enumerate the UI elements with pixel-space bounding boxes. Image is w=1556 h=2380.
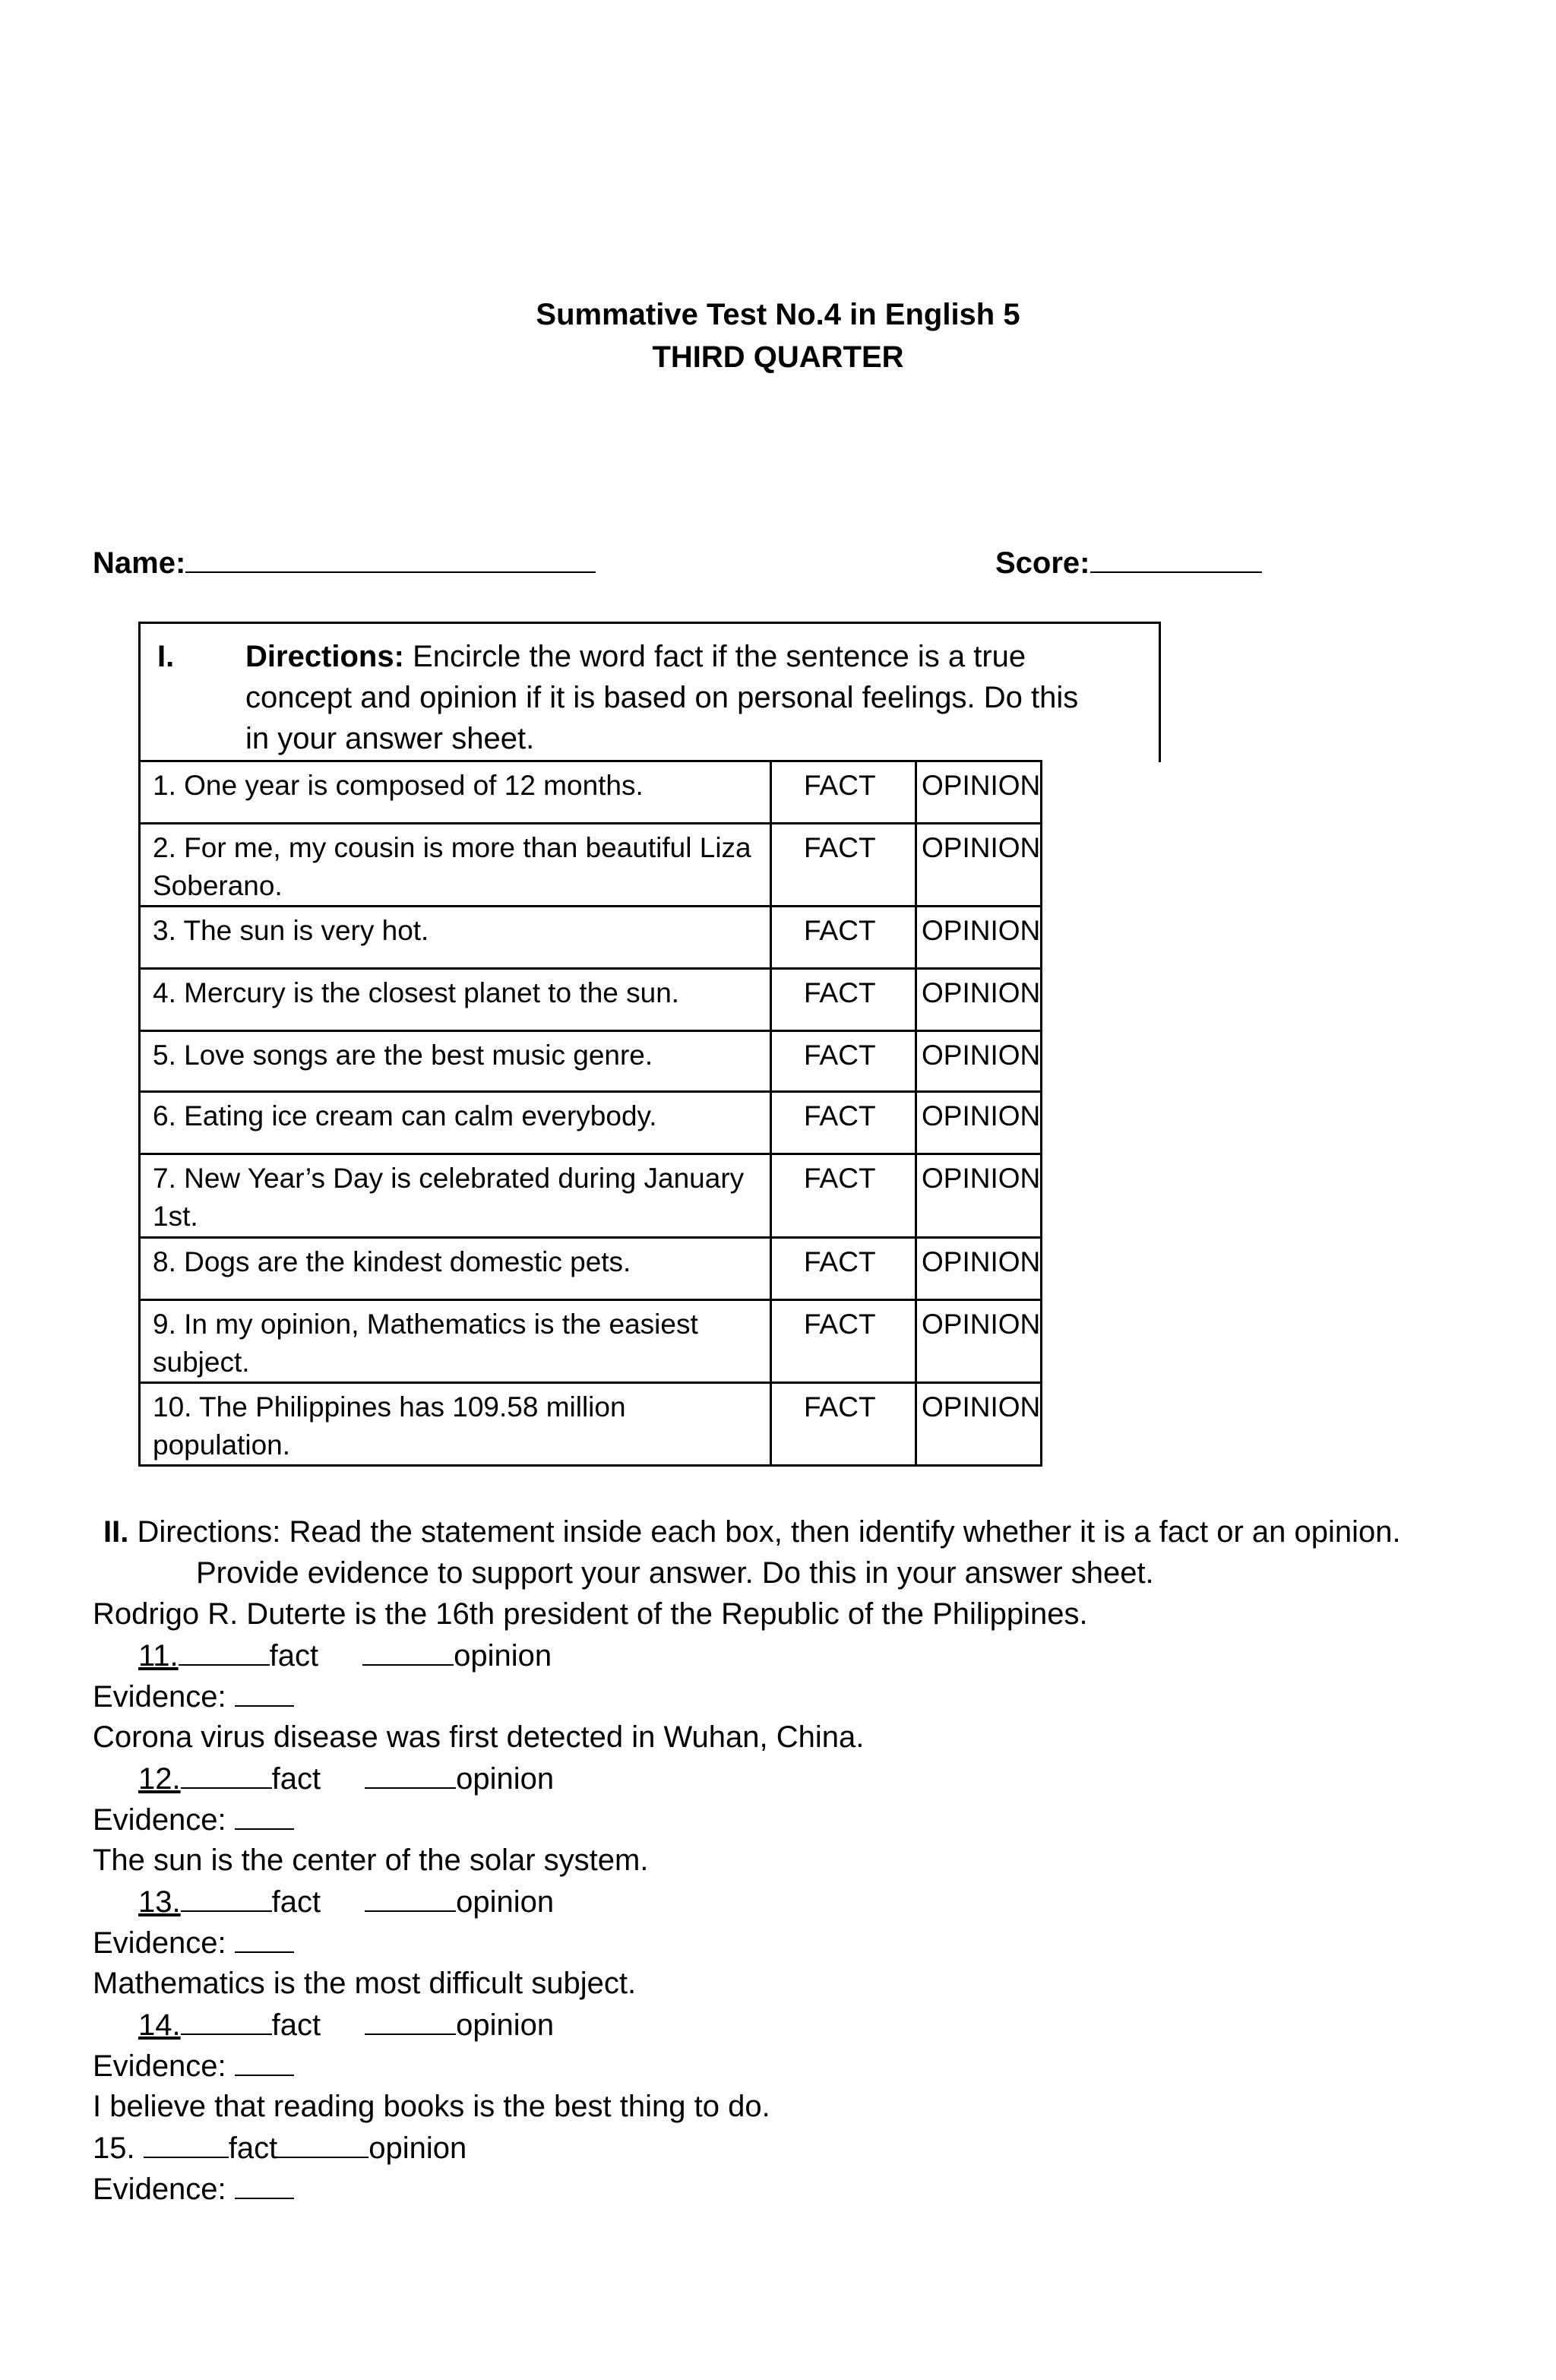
table-row — [140, 907, 1042, 969]
page-subtitle: THIRD QUARTER — [652, 340, 904, 374]
opinion-blank[interactable] — [362, 1638, 454, 1666]
part2-numeral: II. — [103, 1515, 129, 1549]
opinion-option[interactable]: OPINION — [916, 907, 1042, 969]
question-cell: 1. One year is composed of 12 months. — [140, 761, 771, 824]
opinion-option[interactable]: OPINION — [916, 824, 1042, 907]
question-cell: 10. The Philippines has 109.58 million population. — [140, 1383, 771, 1466]
part1-directions-box — [138, 622, 1161, 762]
fact-opinion-table — [138, 760, 1042, 1467]
table-row — [140, 1092, 1042, 1154]
evidence-line: Evidence: — [93, 2049, 294, 2084]
opinion-blank[interactable] — [365, 1761, 456, 1789]
answer-line: 12. fact opinion — [138, 1762, 555, 1796]
fact-option[interactable]: FACT — [771, 1383, 916, 1466]
evidence-line: Evidence: — [93, 1802, 294, 1837]
table-row — [140, 969, 1042, 1031]
table-row — [140, 1154, 1042, 1238]
fact-blank[interactable] — [144, 2131, 229, 2158]
question-cell: 5. Love songs are the best music genre. — [140, 1031, 771, 1092]
evidence-line: Evidence: — [93, 2172, 294, 2207]
statement: Corona virus disease was first detected in Wuhan, China. — [93, 1720, 865, 1754]
directions-line2: concept and opinion if it is based on personal feelings. Do this — [245, 681, 1079, 714]
opinion-blank[interactable] — [365, 1885, 456, 1912]
name-field[interactable] — [93, 544, 596, 581]
directions-line3: in your answer sheet. — [245, 722, 535, 755]
name-label: Name: — [93, 546, 186, 580]
question-cell: 3. The sun is very hot. — [140, 907, 771, 969]
opinion-option[interactable]: OPINION — [916, 1383, 1042, 1466]
directions-label: Directions: — [245, 640, 404, 673]
question-cell: 9. In my opinion, Mathematics is the easiest subject. — [140, 1300, 771, 1383]
fact-option[interactable]: FACT — [771, 907, 916, 969]
question-cell: 8. Dogs are the kindest domestic pets. — [140, 1238, 771, 1300]
question-cell: 7. New Year’s Day is celebrated during January 1st. — [140, 1154, 771, 1238]
fact-blank[interactable] — [179, 1638, 270, 1666]
page-title: Summative Test No.4 in English 5 — [536, 298, 1020, 331]
fact-blank[interactable] — [181, 2008, 272, 2035]
answer-line: 15. fact opinion — [93, 2132, 467, 2165]
opinion-blank[interactable] — [365, 2008, 456, 2035]
table-row — [140, 1238, 1042, 1300]
score-blank[interactable] — [1090, 544, 1262, 573]
fact-option[interactable]: FACT — [771, 761, 916, 824]
answer-line: 13. fact opinion — [138, 1885, 555, 1919]
evidence-blank[interactable] — [235, 1802, 294, 1830]
directions-line1: Encircle the word fact if the sentence is a true — [413, 640, 1026, 673]
answer-line: 14. fact opinion — [138, 2008, 555, 2042]
fact-blank[interactable] — [181, 1761, 272, 1789]
score-label: Score: — [995, 546, 1090, 580]
evidence-line: Evidence: — [93, 1679, 294, 1714]
fact-blank[interactable] — [181, 1885, 272, 1912]
opinion-option[interactable]: OPINION — [916, 1300, 1042, 1383]
opinion-option[interactable]: OPINION — [916, 969, 1042, 1031]
statement: Rodrigo R. Duterte is the 16th president of the Republic of the Philippines. — [93, 1597, 1088, 1631]
question-cell: 4. Mercury is the closest planet to the sun. — [140, 969, 771, 1031]
part1-numeral: I. — [157, 640, 175, 673]
opinion-option[interactable]: OPINION — [916, 761, 1042, 824]
fact-option[interactable]: FACT — [771, 824, 916, 907]
score-field[interactable] — [995, 544, 1262, 581]
part1-directions — [245, 636, 1078, 759]
evidence-blank[interactable] — [235, 1926, 294, 1953]
part2-directions-line2: Provide evidence to support your answer. Do this in your answer sheet. — [196, 1556, 1154, 1590]
fact-option[interactable]: FACT — [771, 969, 916, 1031]
table-row — [140, 1383, 1042, 1466]
part2-directions-line1: II. Directions: Read the statement inside each box, then identify whether it is a fact or an opinion. — [103, 1515, 1401, 1549]
evidence-blank[interactable] — [235, 2049, 294, 2076]
statement: I believe that reading books is the best thing to do. — [93, 2090, 770, 2123]
evidence-blank[interactable] — [235, 2172, 294, 2199]
fact-option[interactable]: FACT — [771, 1238, 916, 1300]
opinion-option[interactable]: OPINION — [916, 1031, 1042, 1092]
name-blank[interactable] — [185, 544, 596, 573]
fact-option[interactable]: FACT — [771, 1300, 916, 1383]
opinion-option[interactable]: OPINION — [916, 1092, 1042, 1154]
opinion-option[interactable]: OPINION — [916, 1238, 1042, 1300]
table-row — [140, 1300, 1042, 1383]
opinion-blank[interactable] — [277, 2131, 368, 2158]
answer-line: 11. fact opinion — [138, 1639, 552, 1673]
fact-option[interactable]: FACT — [771, 1154, 916, 1238]
table-row — [140, 1031, 1042, 1092]
table-row — [140, 761, 1042, 824]
question-cell: 2. For me, my cousin is more than beautiful Liza Soberano. — [140, 824, 771, 907]
opinion-option[interactable]: OPINION — [916, 1154, 1042, 1238]
question-cell: 6. Eating ice cream can calm everybody. — [140, 1092, 771, 1154]
statement: Mathematics is the most difficult subject. — [93, 1967, 637, 2000]
table-row — [140, 824, 1042, 907]
evidence-blank[interactable] — [235, 1679, 294, 1707]
fact-option[interactable]: FACT — [771, 1031, 916, 1092]
fact-option[interactable]: FACT — [771, 1092, 916, 1154]
statement: The sun is the center of the solar system. — [93, 1844, 649, 1877]
evidence-line: Evidence: — [93, 1926, 294, 1961]
